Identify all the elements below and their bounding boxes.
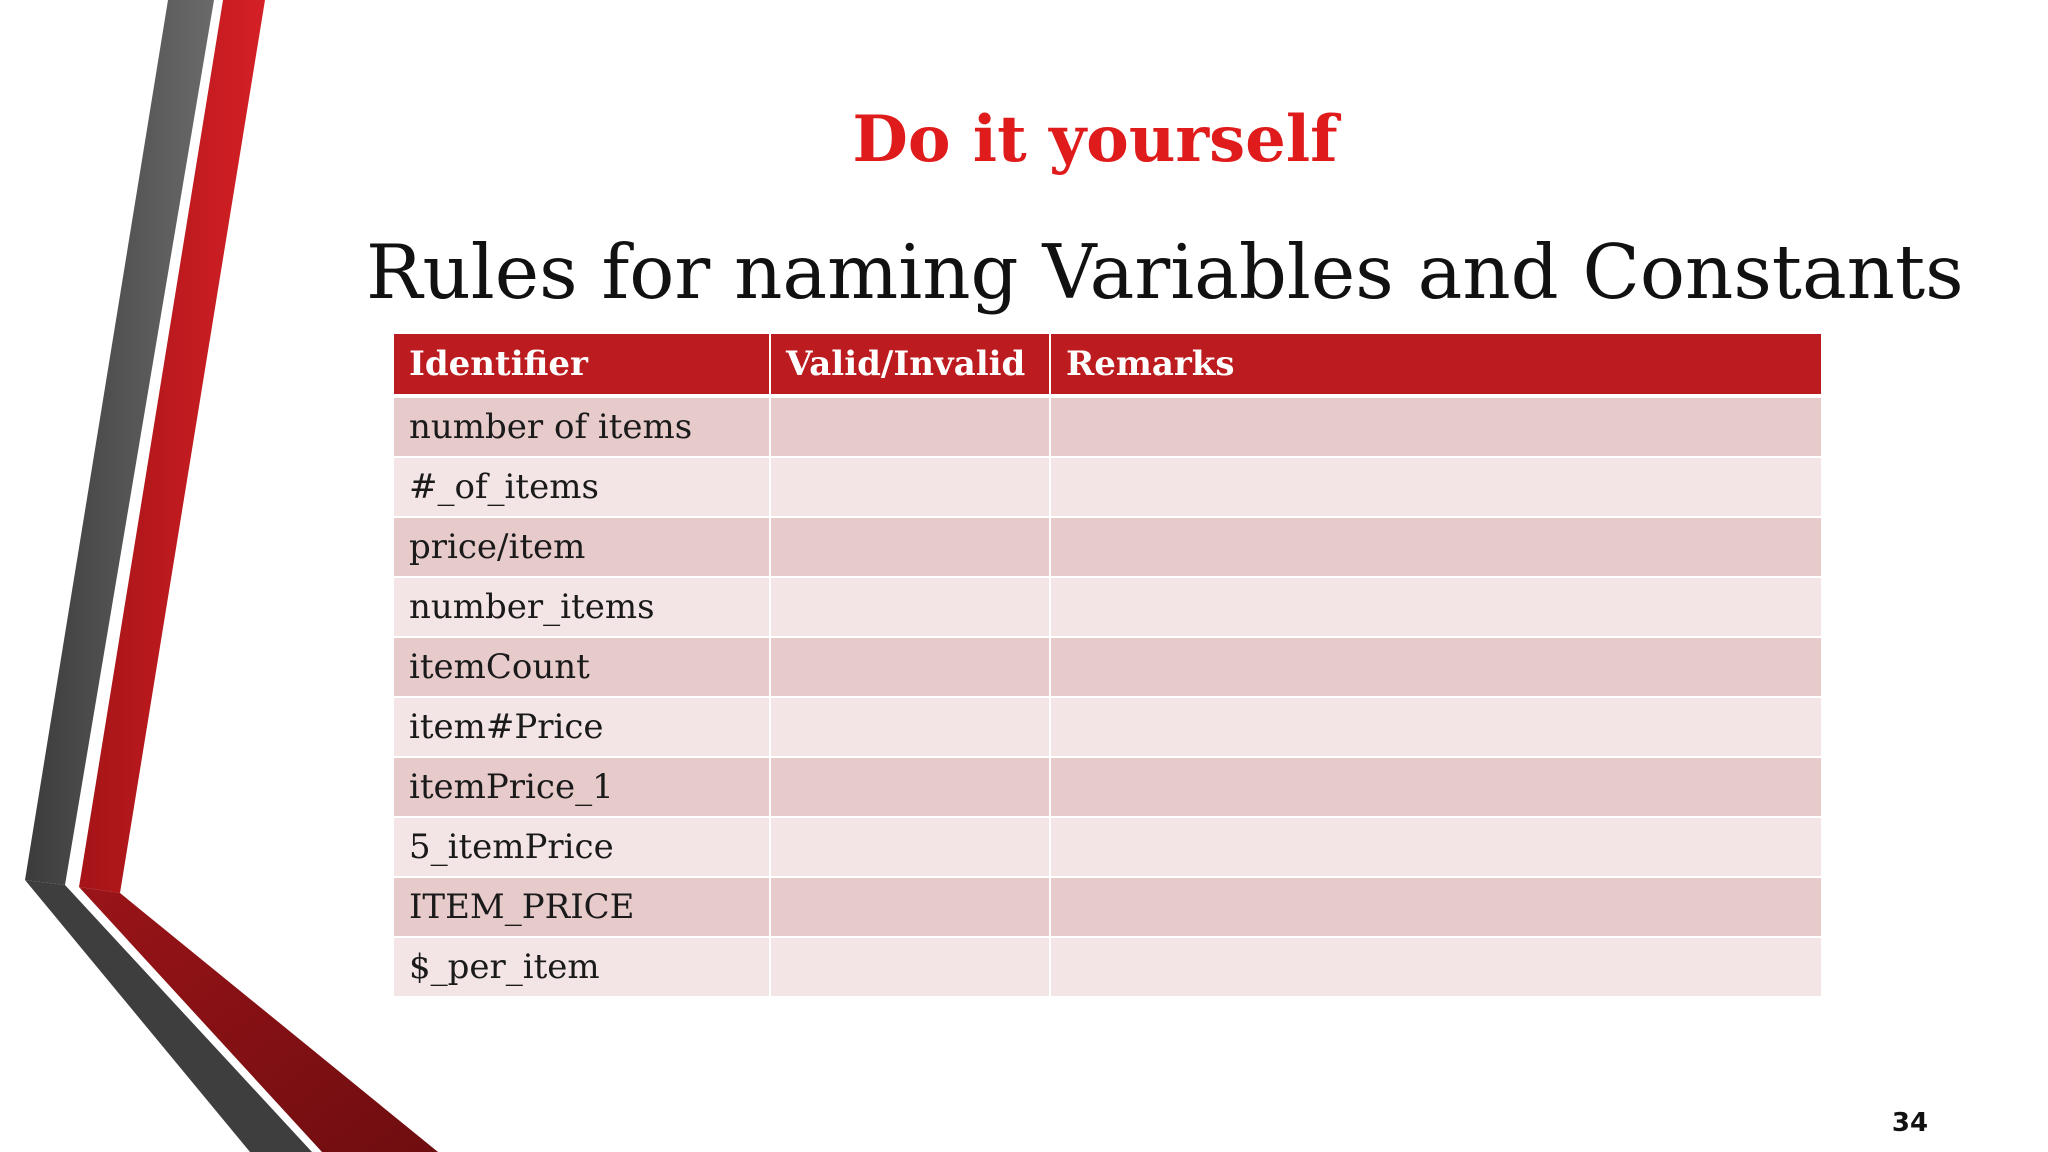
- valid-invalid-cell: [770, 577, 1050, 637]
- valid-invalid-cell: [770, 757, 1050, 817]
- valid-invalid-cell: [770, 937, 1050, 997]
- table-row: [394, 577, 1821, 637]
- remarks-cell: [1050, 457, 1821, 517]
- valid-invalid-cell: [770, 817, 1050, 877]
- slide-subtitle: Do it yourself: [852, 102, 1338, 177]
- remarks-cell: [1050, 637, 1821, 697]
- remarks-cell: [1050, 396, 1821, 457]
- table-row: [394, 637, 1821, 697]
- remarks-cell: [1050, 817, 1821, 877]
- table-header-row: [394, 334, 1821, 396]
- remarks-cell: [1050, 577, 1821, 637]
- valid-invalid-cell: [770, 697, 1050, 757]
- table-row: [394, 697, 1821, 757]
- table-row: [394, 517, 1821, 577]
- identifier-cell: price/item: [394, 517, 770, 577]
- remarks-cell: [1050, 517, 1821, 577]
- remarks-cell: [1050, 937, 1821, 997]
- page-number: 34: [1891, 1108, 1929, 1138]
- identifier-cell: $_per_item: [394, 937, 770, 997]
- identifier-table: [394, 334, 1821, 998]
- identifier-cell: #_of_items: [394, 457, 770, 517]
- header-remarks: Remarks: [1050, 334, 1821, 396]
- identifier-cell: number of items: [394, 396, 770, 457]
- table-row: [394, 877, 1821, 937]
- identifier-cell: 5_itemPrice: [394, 817, 770, 877]
- header-identifier: Identifier: [394, 334, 770, 396]
- identifier-cell: ITEM_PRICE: [394, 877, 770, 937]
- identifier-cell: itemPrice_1: [394, 757, 770, 817]
- valid-invalid-cell: [770, 877, 1050, 937]
- remarks-cell: [1050, 877, 1821, 937]
- valid-invalid-cell: [770, 396, 1050, 457]
- table-row: [394, 396, 1821, 457]
- slide-title: Rules for naming Variables and Constants: [366, 228, 1964, 316]
- valid-invalid-cell: [770, 457, 1050, 517]
- table-row: [394, 937, 1821, 997]
- table-row: [394, 457, 1821, 517]
- remarks-cell: [1050, 757, 1821, 817]
- identifier-cell: item#Price: [394, 697, 770, 757]
- identifier-cell: number_items: [394, 577, 770, 637]
- remarks-cell: [1050, 697, 1821, 757]
- valid-invalid-cell: [770, 637, 1050, 697]
- table-row: [394, 757, 1821, 817]
- table-row: [394, 817, 1821, 877]
- header-valid-invalid: Valid/Invalid: [770, 334, 1050, 396]
- identifier-cell: itemCount: [394, 637, 770, 697]
- valid-invalid-cell: [770, 517, 1050, 577]
